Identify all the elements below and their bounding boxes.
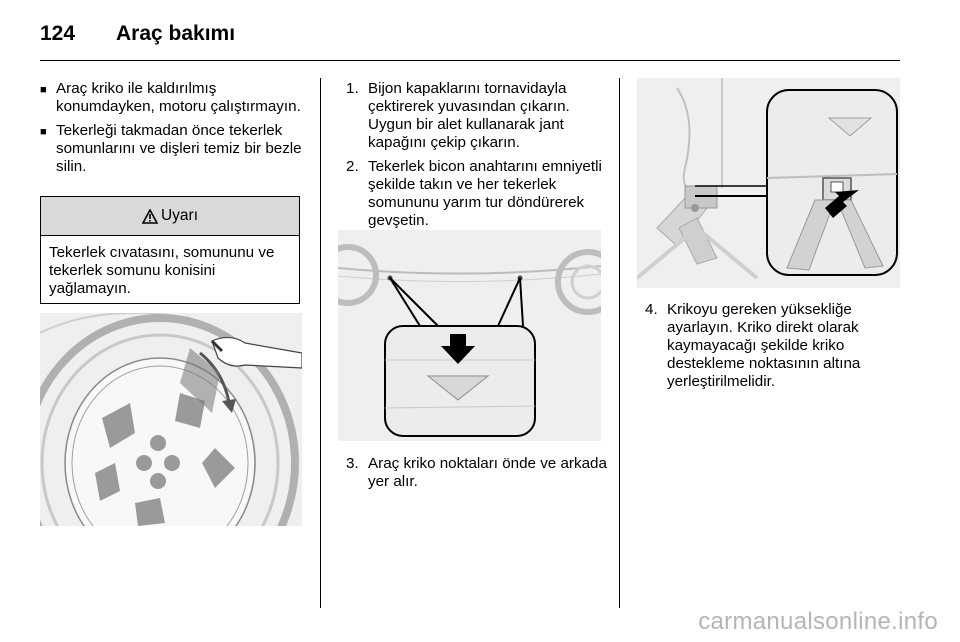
list-item: ■ Araç kriko ile kaldırılmış konumdayken, motoru çalıştırmayın.: [40, 80, 301, 115]
watermark: carmanualsonline.info: [698, 608, 938, 635]
middle-column-bottom: [346, 455, 610, 497]
wheel-cover-illustration: [40, 313, 302, 526]
page-title: Araç bakımı: [116, 22, 236, 45]
warning-header: [41, 197, 299, 236]
left-column: [40, 80, 302, 182]
column-divider-2: [619, 78, 620, 608]
page-number: 124: [40, 22, 76, 45]
jack-point-illustration: [338, 230, 601, 441]
warning-box: [40, 196, 300, 304]
page-header: [40, 16, 235, 52]
right-column: [645, 301, 900, 397]
jack-illustration: [637, 78, 900, 288]
column-divider-1: [320, 78, 321, 608]
bullet-square-icon: ■: [40, 126, 47, 138]
warning-text: Tekerlek cıvatasını, somununu ve tekerlek somunu konisini yağlamayın.: [49, 244, 275, 297]
warning-triangle-icon: [142, 209, 158, 224]
list-item: 3. Araç kriko noktaları önde ve arkada yer alır.: [346, 455, 607, 490]
list-item: 4. Krikoyu gereken yüksekliğe ayarlayın. Kriko direkt olarak kaymayacağı şekilde kriko destekleme noktasının altına yerleştirilmelidir.: [645, 301, 861, 390]
warning-title: Uyarı: [160, 207, 199, 224]
header-rule: [40, 60, 900, 61]
list-item: ■ Tekerleği takmadan önce tekerlek somunlarını ve dişleri temiz bir bezle silin.: [40, 122, 302, 175]
list-item: 2. Tekerlek bicon anahtarını emniyetli şekilde takın ve her tekerlek somununu yarım tur döndürerek gevşetin.: [346, 158, 602, 229]
middle-column: [346, 80, 610, 236]
bullet-square-icon: ■: [40, 84, 47, 96]
list-item: 1. Bijon kapaklarını tornavidayla çektirerek yuvasından çıkarın. Uygun bir alet kullanarak jant kapağını çekip çıkarın.: [346, 80, 570, 151]
